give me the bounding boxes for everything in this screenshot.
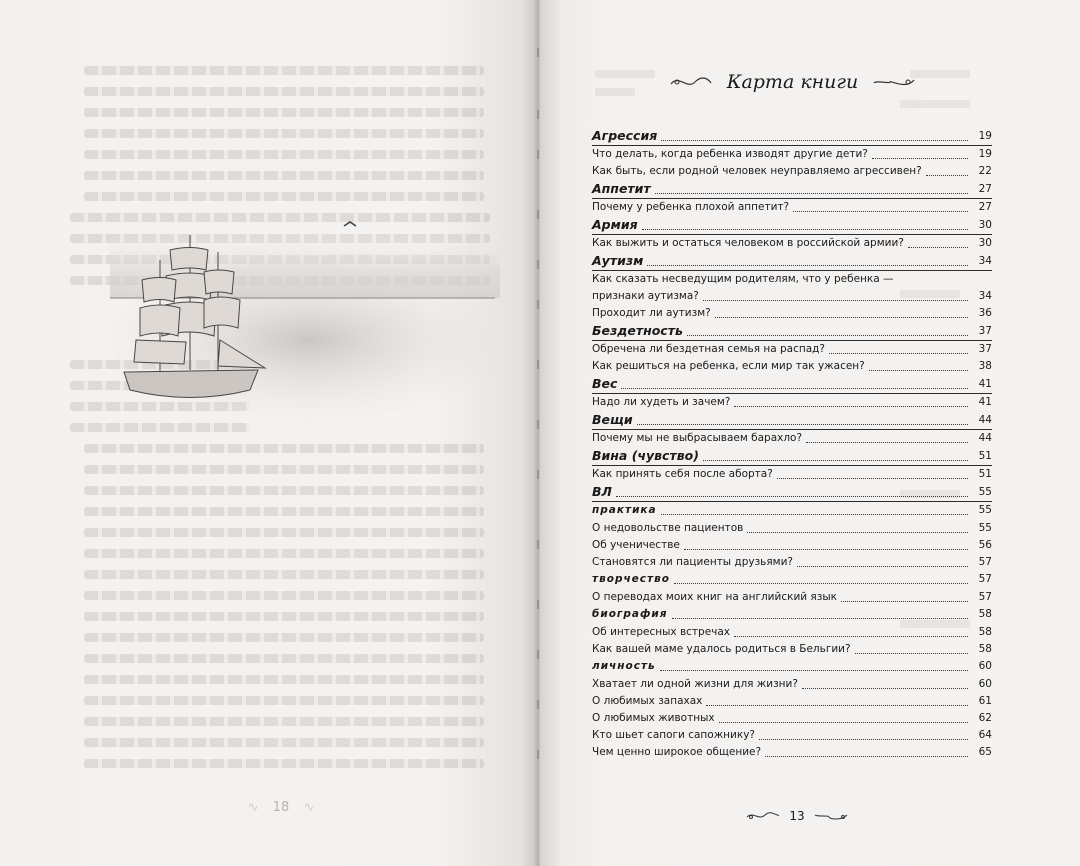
dot-leader	[637, 424, 968, 425]
toc-section-heading	[592, 216, 992, 234]
left-flourish-icon	[669, 72, 713, 92]
dot-leader	[621, 388, 968, 389]
dot-leader	[759, 739, 968, 740]
toc-entry	[592, 693, 992, 710]
dot-leader	[734, 636, 968, 637]
toc-entry-title: Агрессия	[592, 128, 658, 143]
dot-leader	[747, 532, 968, 533]
toc-entry-title: Вес	[592, 376, 618, 391]
toc-entry-title: Как выжить и остаться человеком в российской армии?	[592, 237, 904, 249]
binding-stitch	[537, 210, 539, 219]
toc-section-heading	[592, 483, 992, 501]
toc-entry-title: Кто шьет сапоги сапожнику?	[592, 729, 755, 741]
ghost-text-line	[84, 87, 484, 96]
toc-page-number: 19	[978, 130, 992, 142]
toc-entry-title: Чем ценно широкое общение?	[592, 746, 762, 758]
toc-entry	[592, 624, 992, 641]
toc-page-number: 34	[978, 290, 992, 302]
toc-page-number: 22	[978, 165, 992, 177]
ghost-text-line	[900, 100, 970, 108]
ghost-text-line	[84, 150, 484, 159]
toc-entry	[592, 589, 992, 606]
ghost-text-line	[84, 129, 484, 138]
dot-leader	[841, 601, 968, 602]
ghost-text-line	[84, 717, 484, 726]
toc-page-number: 56	[978, 539, 992, 551]
toc-entry-title: Аппетит	[592, 181, 651, 196]
left-page-number: ∿ 18 ∿	[247, 800, 315, 815]
toc-entry-title: Становятся ли пациенты друзьями?	[592, 556, 793, 568]
toc-page-number: 44	[978, 432, 992, 444]
dot-leader	[719, 722, 968, 723]
toc-page-number: 27	[978, 183, 992, 195]
dot-leader	[661, 514, 968, 515]
dot-leader	[642, 229, 968, 230]
toc-entry-title: Хватает ли одной жизни для жизни?	[592, 678, 798, 690]
right-flourish-icon	[872, 72, 916, 92]
dot-leader	[703, 300, 968, 301]
dot-leader	[908, 247, 968, 248]
toc-section-heading	[592, 375, 992, 393]
toc-entry-title: творчество	[592, 573, 670, 585]
toc-page-number: 60	[978, 660, 992, 672]
toc-section-heading	[592, 252, 992, 270]
toc-entry-title: Как принять себя после аборта?	[592, 468, 773, 480]
dot-leader	[869, 370, 968, 371]
dot-leader	[777, 478, 968, 479]
ghost-text-line	[84, 570, 484, 579]
toc-entry	[592, 430, 992, 447]
toc-page-number: 58	[978, 626, 992, 638]
binding-stitch	[537, 110, 539, 119]
dot-leader	[765, 756, 968, 757]
dot-leader	[647, 265, 968, 266]
toc-entry-title: Об интересных встречах	[592, 626, 731, 638]
left-folio-ornament-icon	[745, 809, 781, 823]
right-folio-number: 13	[789, 809, 805, 823]
toc-page-number: 55	[978, 486, 992, 498]
dot-leader	[703, 460, 968, 461]
toc-page-number: 37	[978, 325, 992, 337]
ghost-text-line	[84, 633, 484, 642]
toc-subsection-heading	[592, 606, 992, 623]
ghost-text-line	[84, 171, 484, 180]
toc-page-number: 57	[978, 573, 992, 585]
toc-section-heading	[592, 411, 992, 429]
ghost-text-line	[595, 70, 655, 78]
toc-entry	[592, 358, 992, 375]
toc-entry-title: Как быть, если родной человек неуправляемо агрессивен?	[592, 165, 922, 177]
dot-leader	[872, 158, 968, 159]
toc-entry	[592, 727, 992, 744]
toc-entry	[592, 199, 992, 216]
binding-stitch	[537, 750, 539, 759]
dot-leader	[734, 406, 968, 407]
toc-entry-title: Об ученичестве	[592, 539, 680, 551]
binding-stitch	[537, 260, 539, 269]
ghost-text-line	[84, 444, 484, 453]
page-title: Карта книги	[726, 71, 859, 93]
toc-entry-title: О любимых животных	[592, 712, 715, 724]
toc-entry-title: Проходит ли аутизм?	[592, 307, 711, 319]
binding-stitch	[537, 420, 539, 429]
binding-stitch	[537, 540, 539, 549]
toc-entry-title: личность	[592, 660, 656, 672]
dot-leader	[684, 549, 968, 550]
toc-entry	[592, 288, 992, 305]
toc-page-number: 58	[978, 643, 992, 655]
toc-entry-title: О любимых запахах	[592, 695, 703, 707]
ghost-text-line	[84, 612, 484, 621]
ghost-text-line	[84, 549, 484, 558]
dot-leader	[829, 353, 968, 354]
dot-leader	[660, 670, 968, 671]
sailing-ship-illustration	[100, 190, 500, 440]
ghost-text-line	[84, 696, 484, 705]
toc-subsection-heading	[592, 502, 992, 519]
toc-header	[660, 66, 925, 98]
toc-entry	[592, 537, 992, 554]
toc-page-number: 34	[978, 255, 992, 267]
toc-page-number: 57	[978, 591, 992, 603]
right-page-number	[738, 806, 856, 826]
toc-section-heading	[592, 180, 992, 198]
toc-section-heading	[592, 127, 992, 145]
toc-page-number: 51	[978, 450, 992, 462]
binding-stitch	[537, 600, 539, 609]
toc-entry-title: Как решиться на ребенка, если мир так ужасен?	[592, 360, 865, 372]
toc-page-number: 65	[978, 746, 992, 758]
dot-leader	[855, 653, 968, 654]
dot-leader	[802, 688, 968, 689]
toc-section-heading	[592, 322, 992, 340]
toc-entry-title: Как сказать несведущим родителям, что у ребенка —	[592, 273, 894, 285]
toc-page-number: 55	[978, 504, 992, 516]
toc-entry-title: О переводах моих книг на английский язык	[592, 591, 837, 603]
ghost-text-line	[84, 654, 484, 663]
toc-entry-title: Как вашей маме удалось родиться в Бельгии?	[592, 643, 851, 655]
ghost-text-line	[84, 486, 484, 495]
toc-entry	[592, 520, 992, 537]
toc-page-number: 55	[978, 522, 992, 534]
toc-page-number: 57	[978, 556, 992, 568]
dot-leader	[926, 175, 968, 176]
toc-page-number: 38	[978, 360, 992, 372]
toc-entry	[592, 466, 992, 483]
toc-page-number: 58	[978, 608, 992, 620]
toc-page-number: 41	[978, 396, 992, 408]
toc-entry-title: признаки аутизма?	[592, 290, 699, 302]
binding-stitch	[537, 150, 539, 159]
toc-page-number: 30	[978, 219, 992, 231]
toc-entry-title: ВЛ	[592, 484, 612, 499]
toc-page-number: 27	[978, 201, 992, 213]
ghost-text-line	[84, 759, 484, 768]
toc-entry-title: биография	[592, 608, 668, 620]
ghost-text-line	[84, 108, 484, 117]
toc-entry	[592, 394, 992, 411]
binding-stitch	[537, 470, 539, 479]
toc-entry	[592, 235, 992, 252]
ghost-text-line	[84, 675, 484, 684]
toc-entry-title: Почему у ребенка плохой аппетит?	[592, 201, 790, 213]
dot-leader	[706, 705, 968, 706]
dot-leader	[806, 442, 968, 443]
toc-entry-title: Армия	[592, 217, 638, 232]
toc-page-number: 19	[978, 148, 992, 160]
dot-leader	[616, 496, 968, 497]
toc-page-number: 51	[978, 468, 992, 480]
table-of-contents	[592, 127, 992, 761]
toc-entry-title: Обречена ли бездетная семья на распад?	[592, 343, 825, 355]
ghost-text-line	[84, 738, 484, 747]
toc-page-number: 60	[978, 678, 992, 690]
toc-entry-title: Бездетность	[592, 323, 683, 338]
toc-page-number: 36	[978, 307, 992, 319]
toc-entry-title: Вещи	[592, 412, 633, 427]
toc-page-number: 41	[978, 378, 992, 390]
toc-entry-title: Почему мы не выбрасываем барахло?	[592, 432, 803, 444]
binding-stitch	[537, 700, 539, 709]
dot-leader	[655, 193, 968, 194]
toc-page-number: 62	[978, 712, 992, 724]
dot-leader	[687, 335, 968, 336]
toc-entry-title: О недовольстве пациентов	[592, 522, 744, 534]
dot-leader	[793, 211, 968, 212]
toc-entry	[592, 163, 992, 180]
toc-page-number: 64	[978, 729, 992, 741]
toc-subsection-heading	[592, 658, 992, 675]
binding-stitch	[537, 360, 539, 369]
toc-subsection-heading	[592, 571, 992, 588]
toc-page-number: 61	[978, 695, 992, 707]
ghost-text-line	[84, 507, 484, 516]
ghost-text-line	[84, 66, 484, 75]
ghost-text-line	[84, 465, 484, 474]
toc-entry-title: Вина (чувство)	[592, 448, 699, 463]
dot-leader	[672, 618, 968, 619]
binding-stitch	[537, 300, 539, 309]
ghost-text-line	[84, 528, 484, 537]
toc-entry	[592, 554, 992, 571]
binding-stitch	[537, 650, 539, 659]
toc-entry	[592, 305, 992, 322]
left-folio-number: 18	[272, 800, 290, 815]
toc-entry-title: Надо ли худеть и зачем?	[592, 396, 731, 408]
toc-entry-title: Аутизм	[592, 253, 644, 268]
toc-entry	[592, 710, 992, 727]
ghost-text-line	[595, 88, 635, 96]
left-page	[0, 0, 536, 866]
right-folio-ornament-icon	[813, 809, 849, 823]
dot-leader	[797, 566, 968, 567]
toc-entry	[592, 744, 992, 761]
toc-entry-title: Что делать, когда ребенка изводят другие дети?	[592, 148, 868, 160]
dot-leader	[674, 583, 968, 584]
toc-entry	[592, 676, 992, 693]
toc-entry-title: практика	[592, 504, 657, 516]
binding-stitch	[537, 48, 539, 57]
ghost-text-line	[84, 591, 484, 600]
toc-entry	[592, 641, 992, 658]
dot-leader	[715, 317, 968, 318]
toc-page-number: 37	[978, 343, 992, 355]
toc-page-number: 44	[978, 414, 992, 426]
dot-leader	[661, 140, 968, 141]
toc-entry	[592, 146, 992, 163]
toc-entry	[592, 271, 992, 288]
toc-entry	[592, 341, 992, 358]
toc-section-heading	[592, 447, 992, 465]
toc-page-number: 30	[978, 237, 992, 249]
